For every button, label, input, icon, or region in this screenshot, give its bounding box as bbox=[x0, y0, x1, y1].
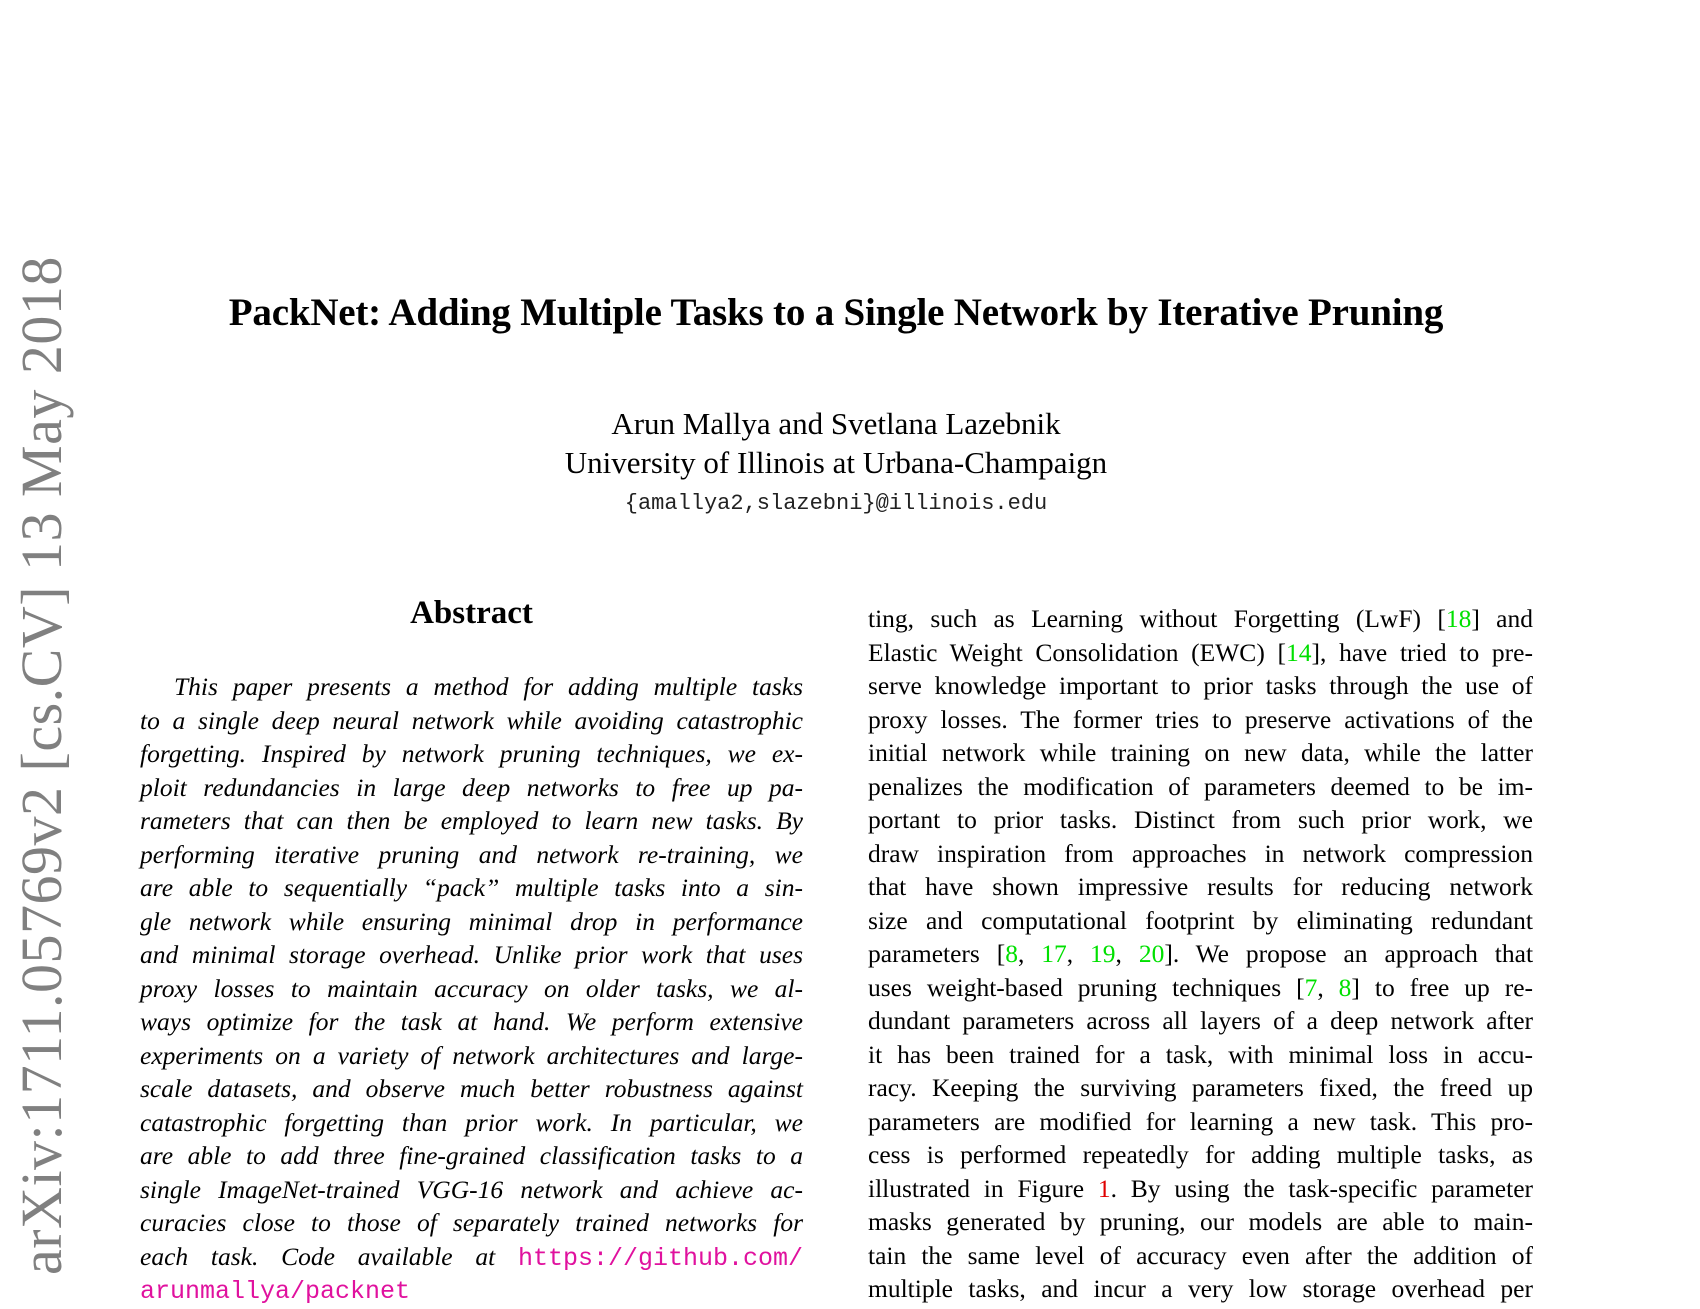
abstract-line: experiments on a variety of network architectures and large- bbox=[140, 1040, 803, 1070]
body-text-line bbox=[868, 1272, 1533, 1306]
body-text: parameters are modified for learning a new task. This pro- bbox=[868, 1106, 1533, 1136]
abstract-line: This paper presents a method for adding multiple tasks bbox=[174, 672, 803, 701]
citation-link[interactable]: 18 bbox=[1445, 604, 1472, 633]
body-text: serve knowledge important to prior tasks through the use of bbox=[868, 671, 1533, 700]
body-text: cess is performed repeatedly for adding multiple tasks, as bbox=[868, 1140, 1533, 1169]
body-text: draw inspiration from approaches in network compression bbox=[868, 838, 1533, 868]
arxiv-stamp: arXiv:1711.05769v2 [cs.CV] 13 May 2018 bbox=[9, 256, 74, 1275]
abstract-line: catastrophic forgetting than prior work. In particular, we bbox=[140, 1107, 803, 1137]
body-text-line bbox=[868, 1172, 1533, 1206]
citation-link[interactable]: 17 bbox=[1041, 939, 1067, 968]
abstract-line: proxy losses to maintain accuracy on older tasks, we al- bbox=[140, 973, 803, 1003]
abstract-line: gle network while ensuring minimal drop in performance bbox=[140, 906, 803, 936]
abstract-line: are able to sequentially “pack” multiple tasks into a sin- bbox=[140, 873, 803, 902]
body-text: , bbox=[1115, 939, 1139, 968]
body-text: ], have tried to pre- bbox=[1311, 637, 1533, 667]
abstract-line: curacies close to those of separately trained networks for bbox=[140, 1208, 803, 1237]
body-text-line bbox=[868, 636, 1533, 670]
body-text: tain the same level of accuracy even after the addition of bbox=[868, 1240, 1533, 1270]
abstract-line: scale datasets, and observe much better robustness against bbox=[140, 1074, 803, 1103]
body-text-line bbox=[868, 971, 1533, 1005]
citation-link[interactable]: 7 bbox=[1304, 972, 1318, 1002]
paper-title: PackNet: Adding Multiple Tasks to a Single Network by Iterative Pruning bbox=[228, 291, 1444, 334]
body-text: ] and bbox=[1471, 604, 1533, 633]
body-text-line bbox=[868, 669, 1533, 703]
abstract-heading: Abstract bbox=[410, 595, 533, 631]
abstract-line: performing iterative pruning and network re-training, we bbox=[140, 839, 803, 869]
citation-link[interactable]: 8 bbox=[1338, 972, 1352, 1002]
body-text: penalizes the modification of parameters deemed to be im- bbox=[868, 771, 1533, 801]
body-text: . By using the task-specific parameter bbox=[1110, 1173, 1534, 1203]
body-text: dundant parameters across all layers of a deep network after bbox=[868, 1006, 1533, 1035]
body-text: ] to free up re- bbox=[1351, 972, 1534, 1002]
abstract-line: and minimal storage overhead. Unlike prior work that uses bbox=[140, 940, 803, 969]
abstract-line: rameters that can then be employed to learn new tasks. By bbox=[140, 806, 803, 835]
body-text: multiple tasks, and incur a very low storage overhead per bbox=[868, 1274, 1533, 1303]
figure-ref-link[interactable]: 1 bbox=[1097, 1173, 1111, 1203]
abstract-line: are able to add three fine-grained classification tasks to a bbox=[140, 1141, 803, 1170]
body-text-line bbox=[868, 1038, 1533, 1072]
body-text-line bbox=[868, 870, 1533, 904]
body-text-line bbox=[868, 904, 1533, 938]
body-text: ting, such as Learning without Forgetting (LwF) [ bbox=[868, 604, 1446, 633]
intro-right-column bbox=[868, 602, 1533, 1306]
abstract-line bbox=[140, 1273, 803, 1307]
abstract-line: forgetting. Inspired by network pruning techniques, we ex- bbox=[140, 739, 803, 768]
body-text-line bbox=[868, 1138, 1533, 1172]
body-text: racy. Keeping the surviving parameters fixed, the freed up bbox=[868, 1073, 1533, 1102]
body-text: that have shown impressive results for reducing network bbox=[868, 872, 1533, 901]
affiliation: University of Illinois at Urbana-Champaign bbox=[564, 445, 1108, 480]
body-text-line bbox=[868, 1239, 1533, 1273]
abstract-line: ploit redundancies in large deep networks to free up pa- bbox=[140, 772, 803, 802]
abstract-text: each task. Code available at bbox=[140, 1241, 518, 1271]
body-text: , bbox=[1017, 939, 1042, 968]
abstract-line: single ImageNet-trained VGG-16 network and achieve ac- bbox=[140, 1174, 803, 1204]
author-email: {amallya2,slazebni}@illinois.edu bbox=[624, 491, 1048, 516]
body-text: proxy losses. The former tries to preserve activations of the bbox=[868, 704, 1533, 734]
body-text-line bbox=[868, 1205, 1533, 1239]
body-text: parameters [ bbox=[868, 939, 1006, 968]
body-text: Elastic Weight Consolidation (EWC) [ bbox=[868, 637, 1287, 667]
body-text-line bbox=[868, 1004, 1533, 1038]
body-text-line bbox=[868, 837, 1533, 871]
code-url-link[interactable]: https://github.com/ bbox=[517, 1243, 803, 1273]
body-text-line bbox=[868, 1105, 1533, 1139]
body-text-line bbox=[868, 770, 1533, 804]
author-block bbox=[0, 404, 1672, 482]
body-text: uses weight-based pruning techniques [ bbox=[868, 972, 1305, 1002]
abstract-line: to a single deep neural network while avoiding catastrophic bbox=[140, 705, 803, 735]
body-text: , bbox=[1317, 972, 1339, 1002]
abstract-body bbox=[140, 670, 803, 1307]
body-text: portant to prior tasks. Distinct from such prior work, we bbox=[868, 805, 1533, 834]
citation-link[interactable]: 19 bbox=[1090, 939, 1116, 968]
body-text-line bbox=[868, 803, 1533, 837]
body-text-line bbox=[868, 1071, 1533, 1105]
authors: Arun Mallya and Svetlana Lazebnik bbox=[611, 406, 1061, 441]
body-text-line bbox=[868, 937, 1533, 971]
abstract-line: ways optimize for the task at hand. We perform extensive bbox=[140, 1007, 803, 1036]
body-text-line bbox=[868, 602, 1533, 636]
citation-link[interactable]: 20 bbox=[1138, 939, 1165, 968]
body-text: masks generated by pruning, our models are able to main- bbox=[868, 1207, 1533, 1236]
body-text-line bbox=[868, 736, 1533, 770]
abstract-line-last bbox=[140, 1240, 803, 1274]
body-text: , bbox=[1066, 939, 1091, 968]
body-text: ]. We propose an approach that bbox=[1164, 939, 1534, 968]
body-text: size and computational footprint by eliminating redundant bbox=[868, 905, 1533, 935]
code-url-link-cont[interactable]: arunmallya/packnet bbox=[140, 1277, 411, 1306]
body-text: it has been trained for a task, with minimal loss in accu- bbox=[868, 1039, 1533, 1069]
body-text: illustrated in Figure bbox=[868, 1173, 1098, 1203]
body-text-line bbox=[868, 703, 1533, 737]
citation-link[interactable]: 14 bbox=[1286, 637, 1312, 667]
citation-link[interactable]: 8 bbox=[1005, 939, 1018, 968]
body-text: initial network while training on new data, while the latter bbox=[868, 738, 1533, 767]
